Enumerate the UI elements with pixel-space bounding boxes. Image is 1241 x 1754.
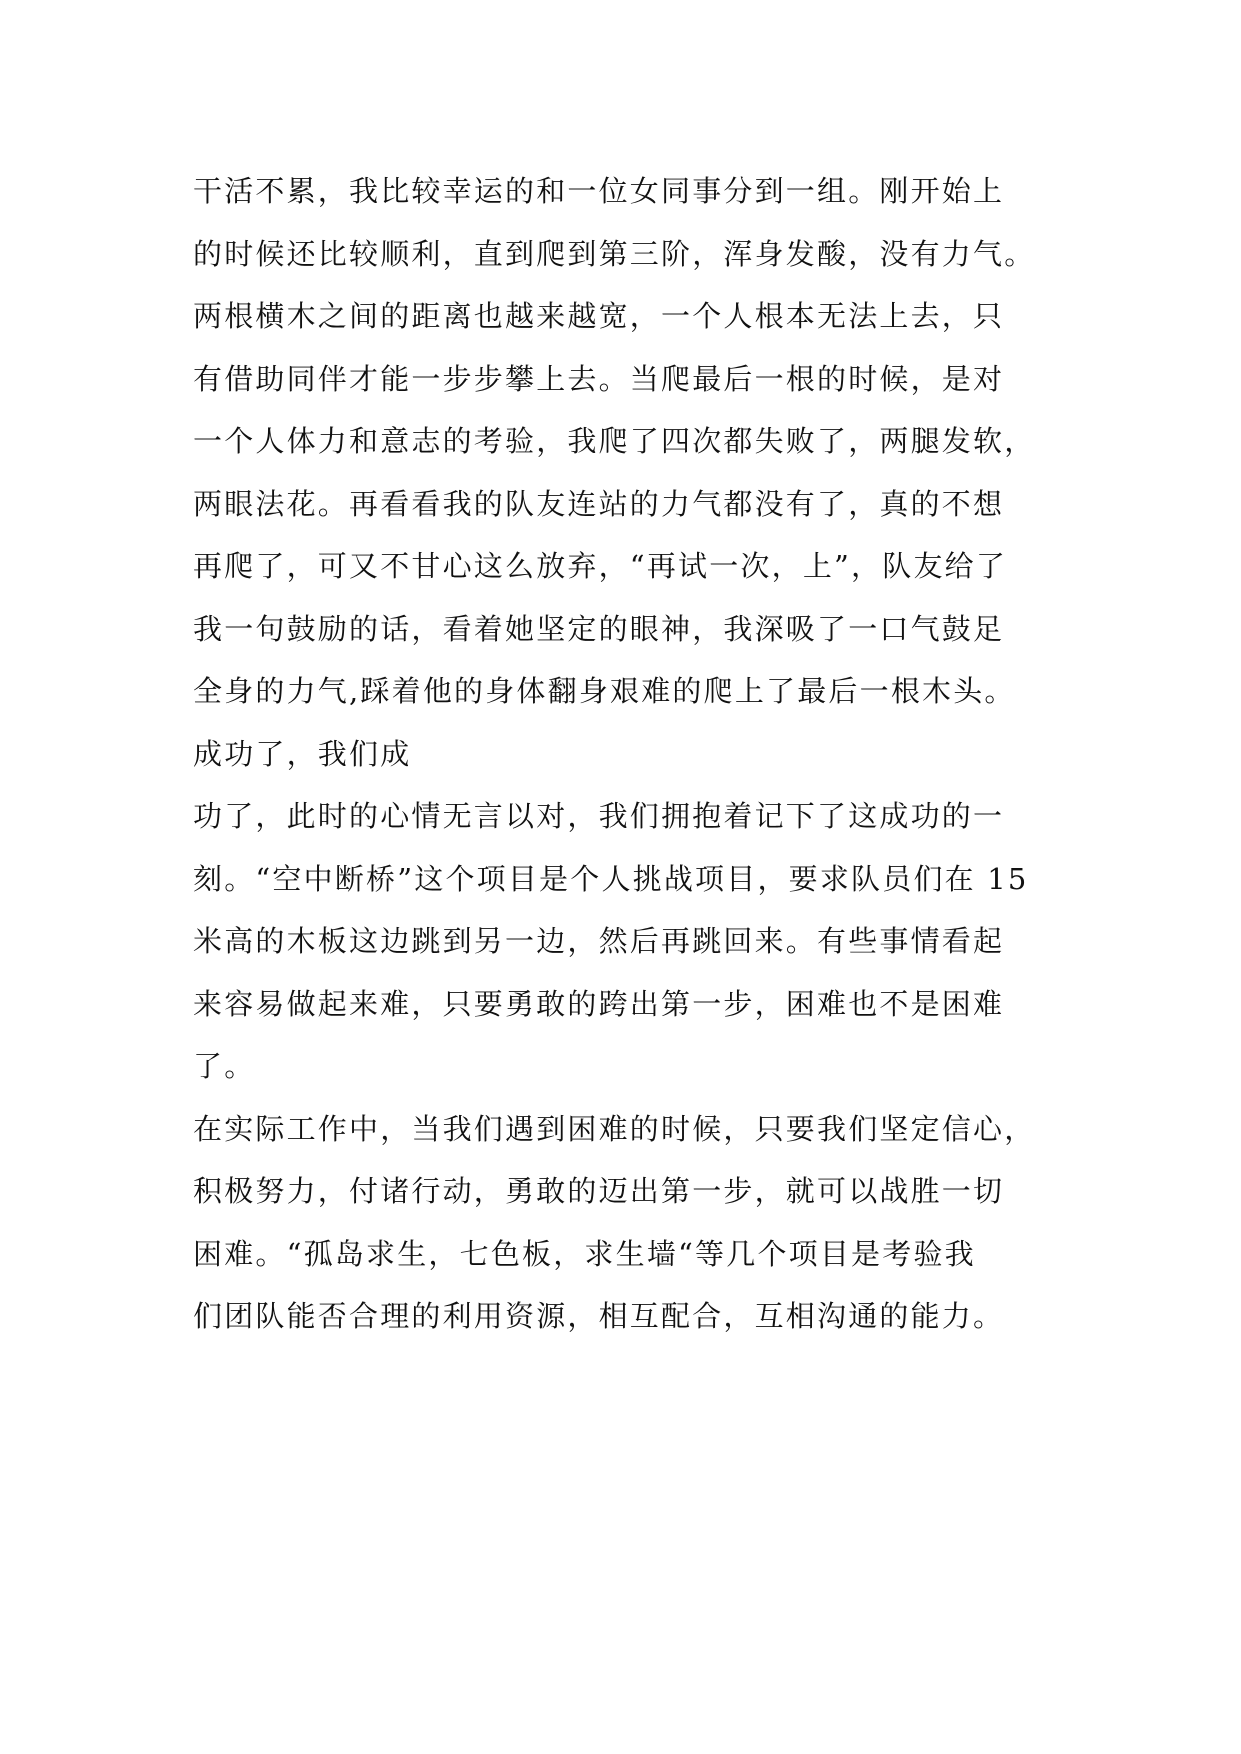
text-line: 干活不累，我比较幸运的和一位女同事分到一组。刚开始上 <box>193 174 1005 208</box>
text-line: 我一句鼓励的话，看着她坚定的眼神，我深吸了一口气鼓足 <box>193 611 1005 646</box>
text-line: 再爬了，可又不甘心这么放弃，“再试一次，上”，队友给了 <box>193 549 1008 583</box>
text-line: 们团队能否合理的利用资源，相互配合，互相沟通的能力。 <box>193 1299 1005 1333</box>
text-line: 积极努力，付诸行动，勇敢的迈出第一步，就可以战胜一切 <box>193 1174 1005 1208</box>
text-line: 成功了，我们成 <box>193 736 412 771</box>
body-text <box>193 160 1093 1348</box>
text-line: 功了，此时的心情无言以对，我们拥抱着记下了这成功的一 <box>193 799 1005 833</box>
text-line: 全身的力气,踩着他的身体翻身艰难的爬上了最后一根木头。 <box>193 674 1016 708</box>
text-line: 刻。“空中断桥”这个项目是个人挑战项目，要求队员们在 15 <box>193 861 1029 896</box>
text-line: 米高的木板这边跳到另一边，然后再跳回来。有些事情看起 <box>193 924 1005 958</box>
text-line: 了。 <box>193 1049 256 1083</box>
text-line: 一个人体力和意志的考验，我爬了四次都失败了，两腿发软， <box>193 424 1036 458</box>
text-line: 两根横木之间的距离也越来越宽，一个人根本无法上去，只 <box>193 299 1005 333</box>
text-line: 的时候还比较顺利，直到爬到第三阶，浑身发酸，没有力气。 <box>193 236 1036 271</box>
text-line: 困难。“孤岛求生，七色板，求生墙“等几个项目是考验我 <box>193 1236 976 1271</box>
text-line: 有借助同伴才能一步步攀上去。当爬最后一根的时候，是对 <box>193 361 1005 396</box>
text-line: 来容易做起来难，只要勇敢的跨出第一步，困难也不是困难 <box>193 986 1005 1021</box>
text-line: 在实际工作中，当我们遇到困难的时候，只要我们坚定信心， <box>193 1111 1036 1146</box>
text-line: 两眼法花。再看看我的队友连站的力气都没有了，真的不想 <box>193 486 1005 521</box>
